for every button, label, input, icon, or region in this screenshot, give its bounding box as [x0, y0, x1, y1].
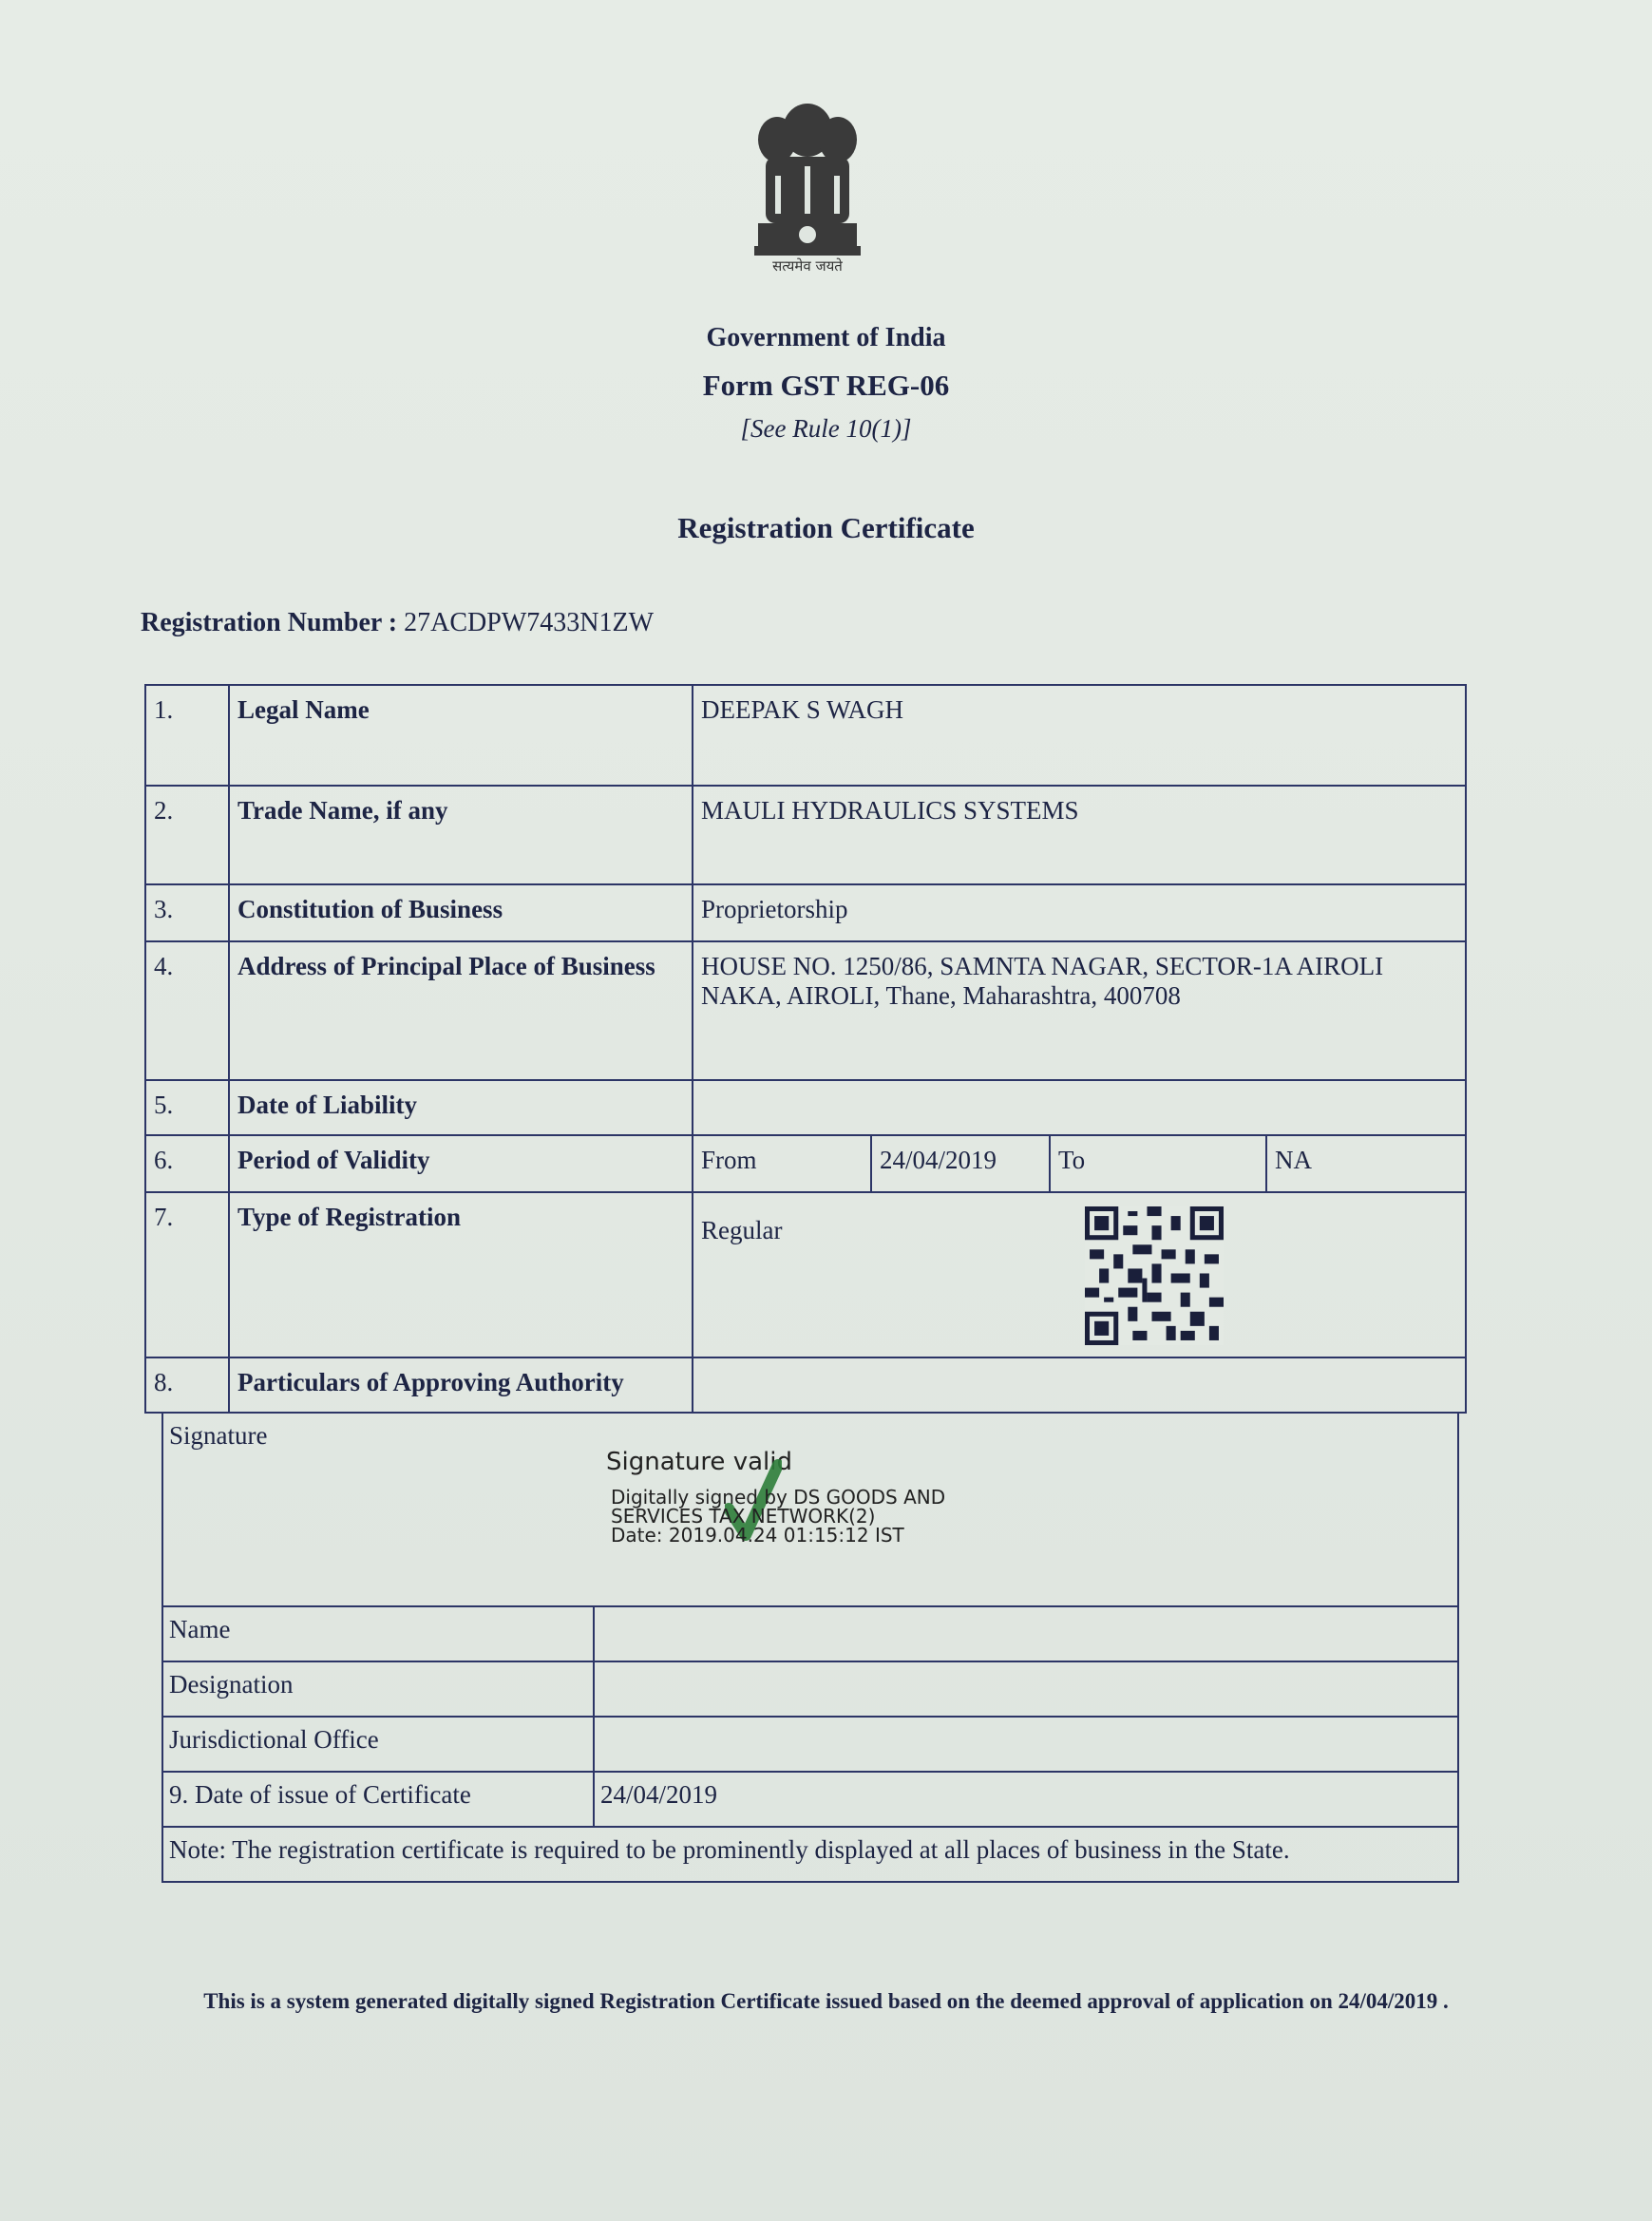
validity-to-value: NA	[1275, 1146, 1312, 1174]
registration-type-value: Regular	[701, 1216, 783, 1244]
row-number: 7.	[145, 1192, 229, 1357]
row-label: Type of Registration	[229, 1192, 693, 1357]
signature-detail-line: Date: 2019.04.24 01:15:12 IST	[611, 1524, 904, 1547]
certificate-title: Registration Certificate	[677, 511, 975, 544]
registration-number	[141, 608, 654, 638]
display-note: Note: The registration certificate is required to be prominently displayed at all places of business in the State.	[162, 1827, 1458, 1882]
row-number: 1.	[145, 685, 229, 786]
row-label: Trade Name, if any	[229, 786, 693, 884]
row-label: Particulars of Approving Authority	[229, 1357, 693, 1413]
row-label: Period of Validity	[229, 1135, 693, 1192]
registration-number-value: 27ACDPW7433N1ZW	[404, 608, 654, 637]
approving-authority-value	[693, 1357, 1466, 1413]
table-row	[145, 786, 1466, 884]
row-label: Date of Liability	[229, 1080, 693, 1135]
row-number: 2.	[145, 786, 229, 884]
government-heading: Government of India	[706, 323, 946, 352]
constitution-value: Proprietorship	[693, 884, 1466, 941]
jurisdictional-office-value	[594, 1717, 1458, 1772]
row-number: 6.	[145, 1135, 229, 1192]
signature-cell	[162, 1413, 1458, 1606]
name-value	[594, 1606, 1458, 1661]
row-label: Legal Name	[229, 685, 693, 786]
validity-cell	[693, 1135, 1466, 1192]
table-row	[145, 1192, 1466, 1357]
validity-from-value: 24/04/2019	[871, 1136, 1050, 1191]
table-row	[145, 685, 1466, 786]
rule-reference: [See Rule 10(1)]	[740, 414, 912, 443]
qr-code-icon	[1085, 1206, 1224, 1345]
trade-name-value: MAULI HYDRAULICS SYSTEMS	[693, 786, 1466, 884]
row-number: 5.	[145, 1080, 229, 1135]
table-row	[145, 1135, 1466, 1192]
table-row	[145, 941, 1466, 1080]
row-number: 4.	[145, 941, 229, 1080]
row-number: 8.	[145, 1357, 229, 1413]
signature-details	[611, 1488, 945, 1545]
legal-name-value: DEEPAK S WAGH	[693, 685, 1466, 786]
address-value: HOUSE NO. 1250/86, SAMNTA NAGAR, SECTOR-1A AIROLI NAKA, AIROLI, Thane, Maharashtra, 400708	[693, 941, 1466, 1080]
ashoka-emblem-icon	[731, 90, 883, 280]
issue-date-label: 9. Date of issue of Certificate	[162, 1772, 594, 1827]
row-number: 3.	[145, 884, 229, 941]
table-row	[145, 1080, 1466, 1135]
designation-value	[594, 1661, 1458, 1717]
issue-date-value: 24/04/2019	[594, 1772, 1458, 1827]
registration-number-label: Registration Number :	[141, 608, 398, 637]
designation-label: Designation	[162, 1661, 594, 1717]
name-label: Name	[162, 1606, 594, 1661]
signature-detail-line: Digitally signed by DS GOODS AND	[611, 1486, 946, 1509]
jurisdictional-office-label: Jurisdictional Office	[162, 1717, 594, 1772]
form-heading: Form GST REG-06	[702, 369, 950, 402]
signature-label: Signature	[169, 1421, 268, 1450]
signature-table	[161, 1412, 1459, 1883]
system-generated-footer: This is a system generated digitally signed Registration Certificate issued based on the deemed approval of application on 24/04/2019 .	[203, 1989, 1449, 2013]
table-row	[145, 884, 1466, 941]
validity-to-label: To	[1050, 1136, 1266, 1191]
emblem-motto: सत्यमेव जयते	[772, 257, 843, 275]
registration-details-table	[144, 684, 1467, 1414]
row-label: Constitution of Business	[229, 884, 693, 941]
date-of-liability-value	[693, 1080, 1466, 1135]
signature-detail-line: SERVICES TAX NETWORK(2)	[611, 1505, 876, 1528]
row-label: Address of Principal Place of Business	[229, 941, 693, 1080]
signature-status: Signature valid	[606, 1448, 792, 1476]
registration-type-cell	[693, 1192, 1466, 1357]
table-row	[145, 1357, 1466, 1413]
validity-from-label: From	[693, 1136, 871, 1191]
